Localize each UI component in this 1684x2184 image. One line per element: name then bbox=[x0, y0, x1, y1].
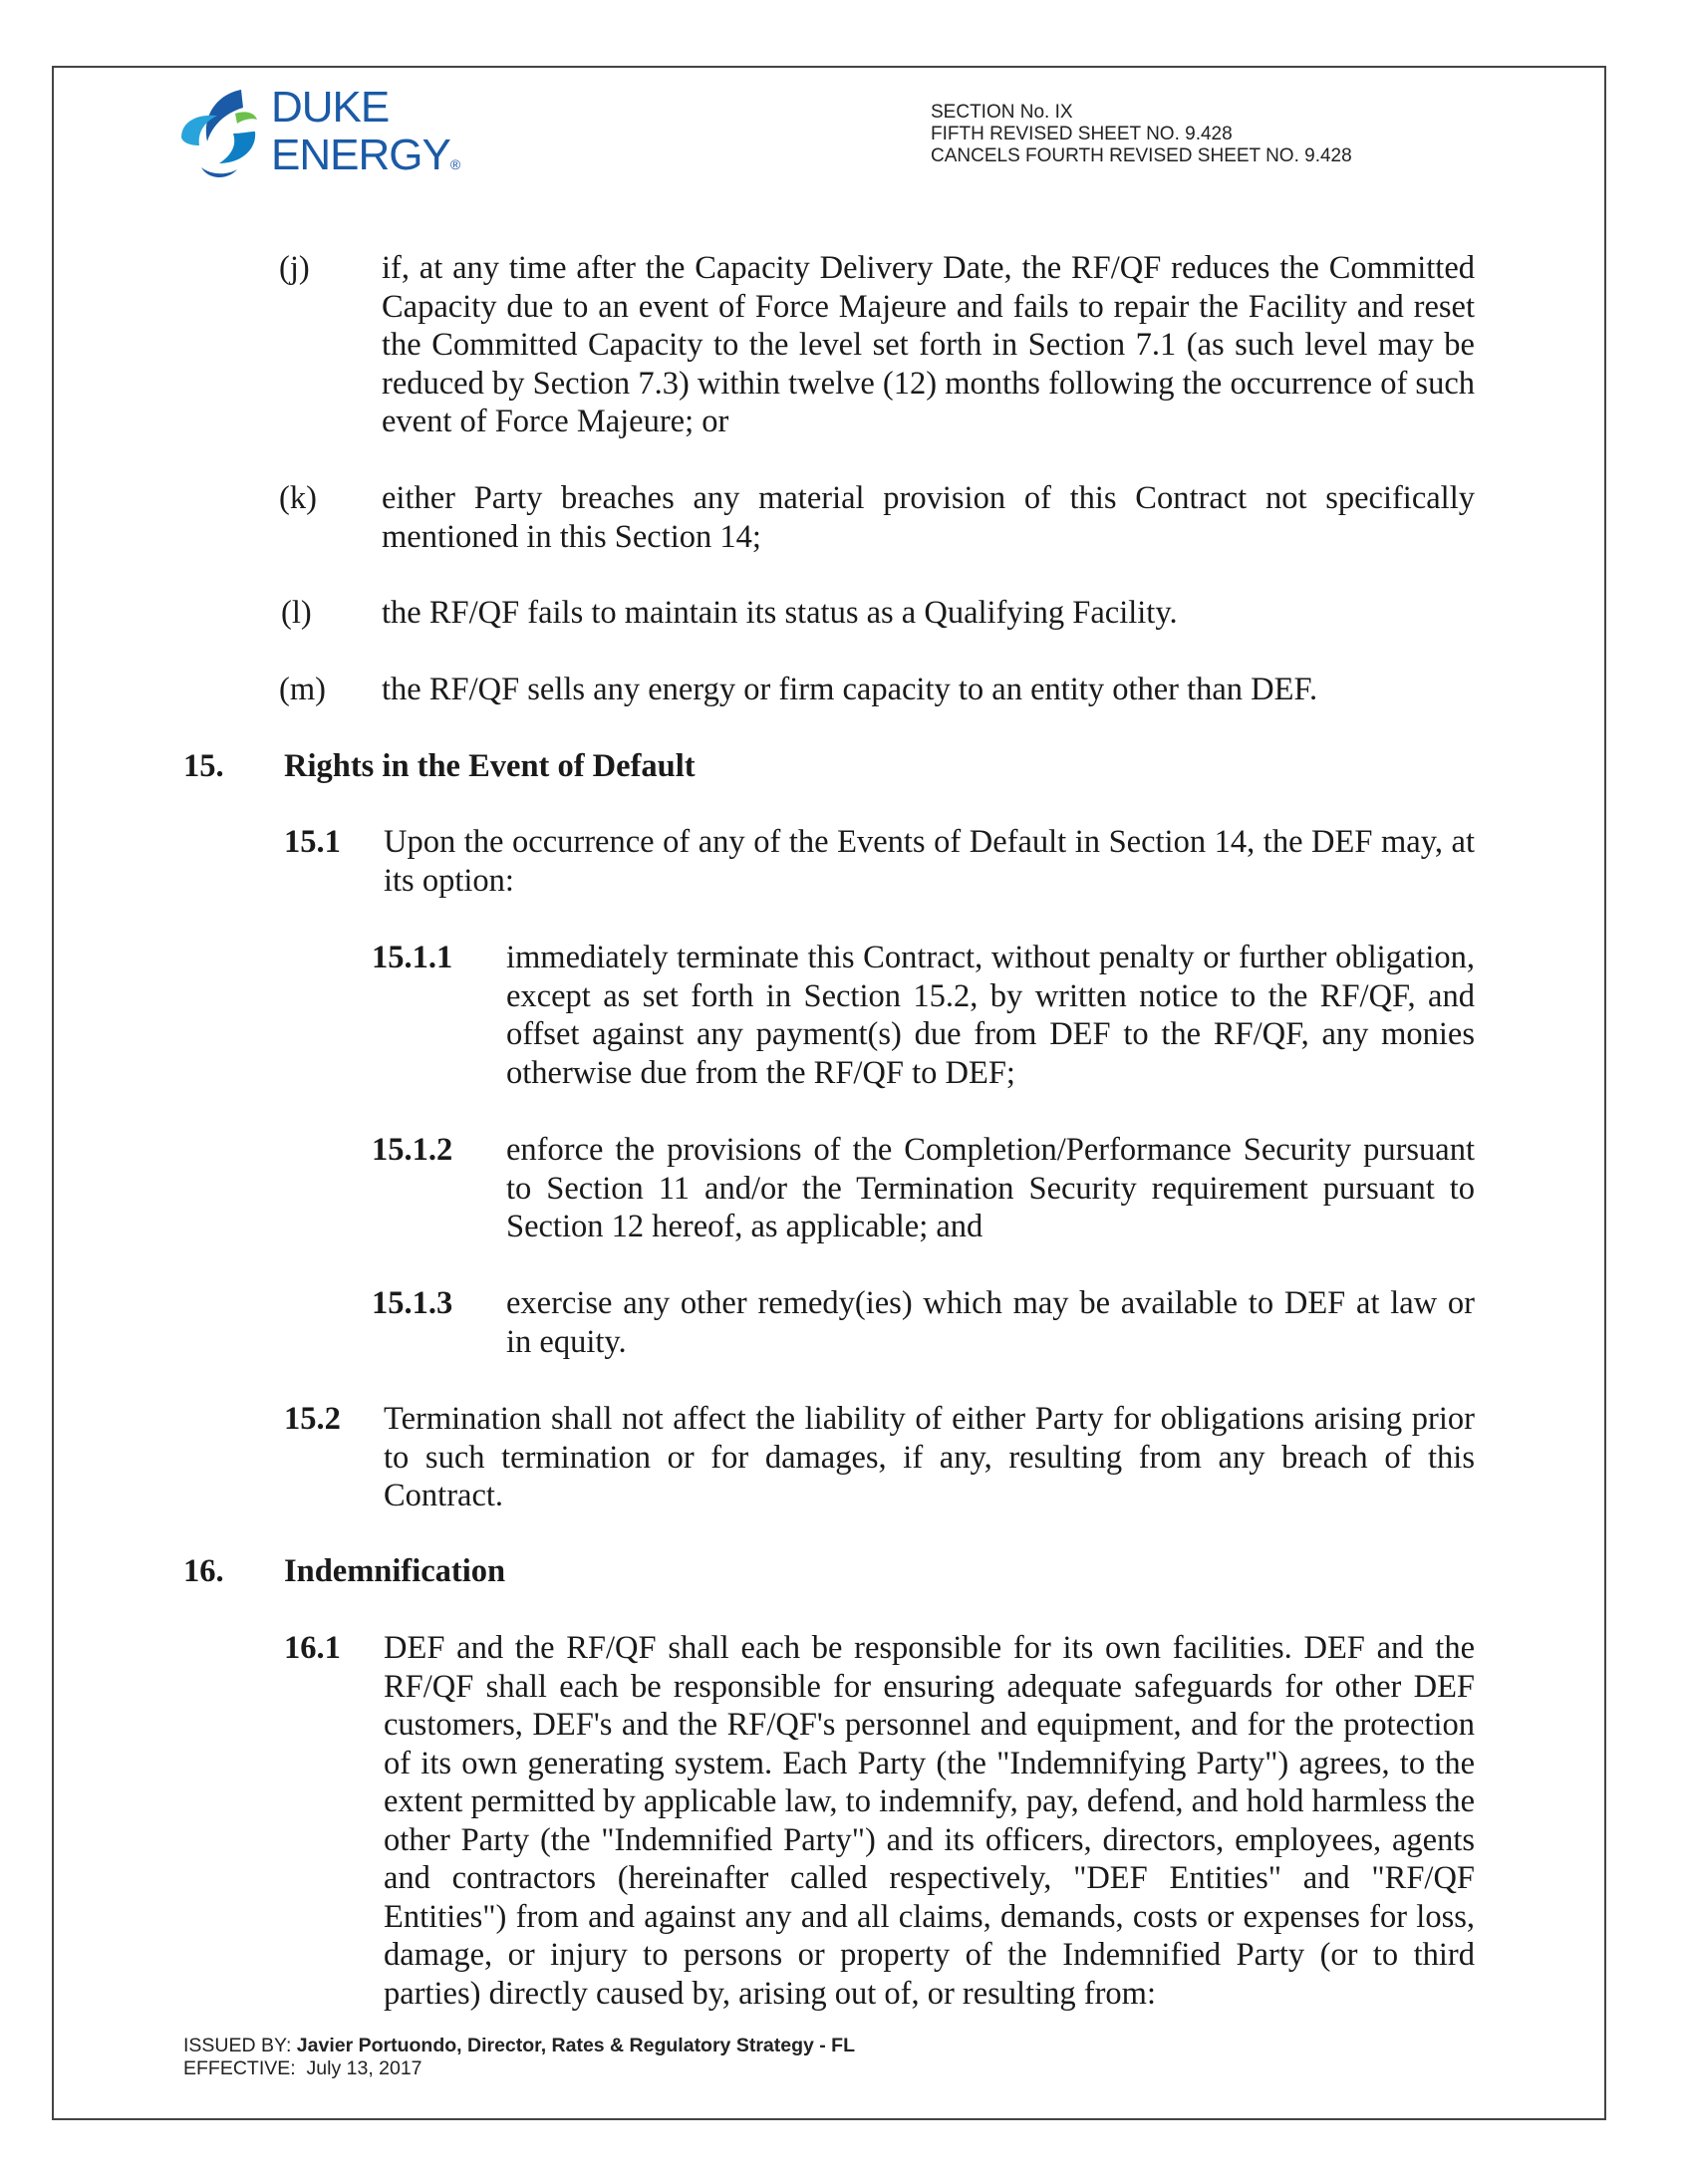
issued-by-value: Javier Portuondo, Director, Rates & Regulatory Strategy - FL bbox=[296, 2035, 856, 2056]
effective-date bbox=[183, 2057, 855, 2080]
subsection-text: immediately terminate this Contract, without penalty or further obligation, except as set forth in Section 15.2, by written notice to the RF/QF, and offset against any payment(s) due from DEF to the RF/QF, any monies otherwise due from the RF/QF to DEF; bbox=[506, 940, 1475, 1091]
item-text: the RF/QF fails to maintain its status as a Qualifying Facility. bbox=[382, 595, 1178, 631]
logo-line-energy-text: ENERGY bbox=[271, 131, 450, 179]
item-label: (l) bbox=[281, 595, 312, 631]
subsection-text: DEF and the RF/QF shall each be responsible for its own facilities. DEF and the RF/QF shall each be responsible for ensuring adequate safeguards for other DEF customers, DEF's and the RF/QF's personnel and equipment, and for the protection of its own generating system. Each Party (the "Indemnifying Party") agrees, to the extent permitted by applicable law, to indemnify, pay, defend, and hold harmless the other Party (the "Indemnified Party") and its officers, directors, employees, agents and contractors (hereinafter called respectively, "DEF Entities" and "RF/QF Entities") from and against any and all claims, demands, costs or expenses for loss, damage, or injury to persons or property of the Indemnified Party (or to third parties) directly caused by, arising out of, or resulting from: bbox=[384, 1630, 1475, 2012]
item-label: (m) bbox=[279, 672, 326, 707]
item-label: (k) bbox=[279, 480, 317, 516]
subsection-number: 15.1.1 bbox=[372, 940, 453, 975]
item-text: either Party breaches any material provision of this Contract not specifically mentioned in this Section 14; bbox=[382, 480, 1475, 555]
logo-line-duke: DUKE bbox=[271, 83, 390, 132]
section-16-title: Indemnification bbox=[284, 1553, 506, 1589]
subsection-text: enforce the provisions of the Completion/Performance Security pursuant to Section 11 and/or the Termination Security requirement pursuant to Section 12 hereof, as applicable; and bbox=[506, 1132, 1475, 1244]
section-15-title: Rights in the Event of Default bbox=[284, 748, 696, 784]
duke-energy-logo-icon bbox=[171, 84, 263, 183]
footer bbox=[183, 2035, 855, 2080]
subsection-text: Upon the occurrence of any of the Events of Default in Section 14, the DEF may, at its option: bbox=[384, 824, 1475, 899]
subsection-number: 15.1 bbox=[284, 824, 341, 860]
subsection-number: 16.1 bbox=[284, 1630, 341, 1666]
section-15-number: 15. bbox=[183, 748, 224, 784]
subsection-text: Termination shall not affect the liability of either Party for obligations arising prior to such termination or for damages, if any, resulting from any breach of this Contract. bbox=[384, 1401, 1475, 1513]
item-label: (j) bbox=[279, 250, 310, 286]
issued-by-label: ISSUED BY: bbox=[183, 2035, 292, 2056]
effective-value: July 13, 2017 bbox=[306, 2057, 422, 2079]
cancels-sheet: CANCELS FOURTH REVISED SHEET NO. 9.428 bbox=[931, 145, 1352, 166]
subsection-number: 15.1.2 bbox=[372, 1132, 453, 1168]
duke-energy-logo bbox=[171, 84, 470, 183]
sheet-number: FIFTH REVISED SHEET NO. 9.428 bbox=[931, 124, 1233, 144]
sheet-info bbox=[931, 102, 1352, 167]
logo-line-energy bbox=[271, 132, 460, 188]
effective-label: EFFECTIVE: bbox=[183, 2057, 296, 2079]
registered-mark: ® bbox=[449, 156, 461, 172]
item-text: if, at any time after the Capacity Delivery Date, the RF/QF reduces the Committed Capacity due to an event of Force Majeure and fails to repair the Facility and reset the Committed Capacity to the level set forth in Section 7.1 (as such level may be reduced by Section 7.3) within twelve (12) months following the occurrence of such event of Force Majeure; or bbox=[382, 250, 1475, 439]
logo-wordmark bbox=[271, 84, 460, 188]
subsection-text: exercise any other remedy(ies) which may be available to DEF at law or in equity. bbox=[506, 1285, 1475, 1360]
section-number: SECTION No. IX bbox=[931, 102, 1073, 123]
item-text: the RF/QF sells any energy or firm capacity to an entity other than DEF. bbox=[382, 672, 1318, 707]
subsection-number: 15.1.3 bbox=[372, 1285, 453, 1321]
subsection-number: 15.2 bbox=[284, 1401, 341, 1437]
issued-by bbox=[183, 2035, 855, 2057]
section-16-number: 16. bbox=[183, 1553, 224, 1589]
